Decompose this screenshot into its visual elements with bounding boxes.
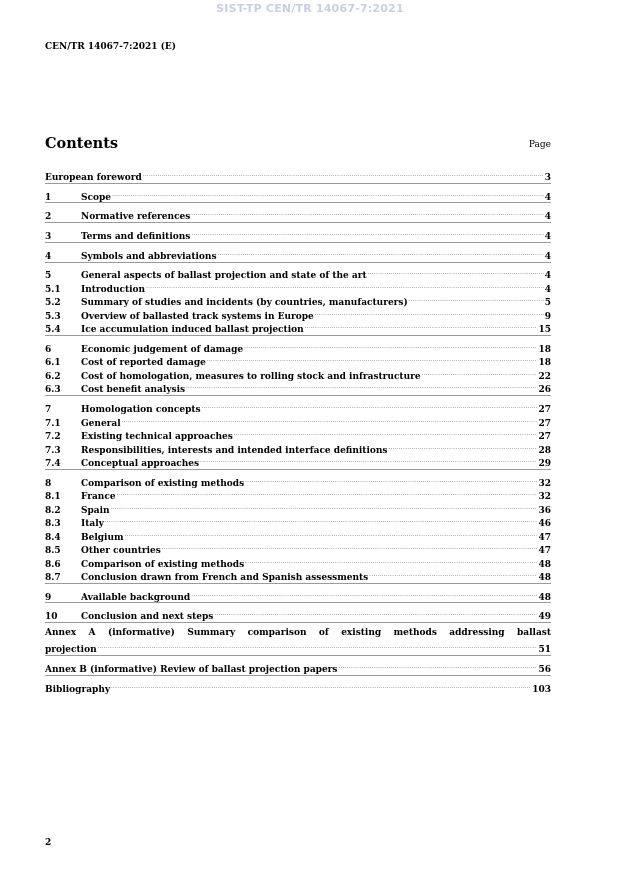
dot-leader (146, 280, 544, 292)
toc-entry[interactable] (45, 487, 551, 502)
dot-leader (389, 441, 538, 453)
toc-entry[interactable] (45, 514, 551, 529)
toc-entry-number: 8.2 (45, 506, 61, 516)
dot-leader (245, 474, 537, 486)
toc-entry-number: 5.4 (45, 325, 61, 335)
dot-leader (200, 454, 537, 466)
toc-entry-page: 47 (538, 546, 551, 556)
document-id: CEN/TR 14067-7:2021 (E) (45, 42, 177, 52)
toc-entry-page: 15 (538, 325, 551, 335)
toc-entry-number: 4 (45, 252, 52, 262)
toc-entry-label: Cost of reported damage (81, 358, 206, 368)
toc-entry-number: 9 (45, 593, 52, 603)
divider (45, 583, 551, 584)
toc-entry-page: 48 (538, 593, 551, 603)
toc-entry-label: Terms and definitions (81, 232, 191, 242)
toc-entry-label: Comparison of existing methods (81, 479, 245, 489)
toc-entry[interactable] (45, 367, 551, 382)
dot-leader (112, 188, 544, 200)
toc-entry-label: Cost of homologation, measures to rolling stock and infrastructure (81, 372, 421, 382)
dot-leader (143, 168, 544, 180)
toc-entry-number: 6.1 (45, 358, 61, 368)
toc-entry-label: Annex B (informative) Review of ballast projection papers (45, 665, 338, 675)
toc-entry[interactable] (45, 454, 551, 469)
toc-entry-number: 6 (45, 345, 52, 355)
divider (45, 469, 551, 470)
toc-entry-page: 9 (544, 312, 551, 322)
toc-entry-label: General aspects of ballast projection and state of the art (81, 271, 367, 281)
toc-entry-page: 4 (544, 252, 551, 262)
toc-entry[interactable] (45, 427, 551, 442)
dot-leader (111, 680, 531, 692)
toc-entry-page: 18 (538, 358, 551, 368)
divider (45, 622, 551, 623)
toc-entry-number: 5.1 (45, 285, 61, 295)
divider (45, 675, 551, 676)
divider (45, 222, 551, 223)
dot-leader (244, 340, 537, 352)
page-column-label: Page (528, 140, 551, 150)
toc-entry-label: Italy (81, 519, 104, 529)
toc-entry[interactable] (45, 441, 551, 456)
toc-entry-label: Economic judgement of damage (81, 345, 244, 355)
toc-entry-page: 4 (544, 193, 551, 203)
toc-entry-label: Other countries (81, 546, 161, 556)
toc-entry[interactable] (45, 528, 551, 543)
dot-leader (368, 266, 544, 278)
divider (45, 655, 551, 656)
toc-entry-page: 27 (538, 405, 551, 415)
toc-entry-page: 27 (538, 419, 551, 429)
toc-entry-page: 18 (538, 345, 551, 355)
toc-entry-number: 5.2 (45, 298, 61, 308)
toc-entry-label: Homologation concepts (81, 405, 201, 415)
toc-entry-number: 8.4 (45, 533, 61, 543)
dot-leader (191, 227, 543, 239)
divider (45, 395, 551, 396)
toc-entry-label: Belgium (81, 533, 124, 543)
dot-leader (338, 660, 537, 672)
dot-leader (162, 541, 538, 553)
toc-entry-page: 56 (538, 665, 551, 675)
dot-leader (186, 380, 537, 392)
divider (45, 242, 551, 243)
dot-leader (422, 367, 538, 379)
toc-entry[interactable] (45, 607, 551, 622)
toc-entry-label: Normative references (81, 212, 191, 222)
toc-entry[interactable] (45, 588, 551, 603)
toc-entry-number: 5.3 (45, 312, 61, 322)
toc-entry-label: European foreword (45, 173, 142, 183)
toc-entry-label: France (81, 492, 116, 502)
toc-entry-label: Comparison of existing methods (81, 560, 245, 570)
dot-leader (218, 247, 544, 259)
toc-entry[interactable] (45, 474, 551, 489)
toc-entry-label: Conceptual approaches (81, 459, 200, 469)
toc-entry[interactable] (45, 207, 551, 222)
toc-entry[interactable] (45, 188, 551, 203)
toc-entry-page: 22 (538, 372, 551, 382)
toc-entry-label: Overview of ballasted track systems in Europe (81, 312, 314, 322)
toc-entry-page: 5 (544, 298, 551, 308)
toc-entry-number: 2 (45, 212, 52, 222)
dot-leader (214, 607, 537, 619)
divider (45, 202, 551, 203)
toc-entry-label: Bibliography (45, 685, 111, 695)
toc-entry-label: Scope (81, 193, 112, 203)
toc-entry-page: 32 (538, 492, 551, 502)
toc-entry-number: 8.1 (45, 492, 61, 502)
toc-entry[interactable] (45, 280, 551, 295)
toc-entry-number: 7 (45, 405, 52, 415)
toc-entry-page: 4 (544, 212, 551, 222)
divider (45, 335, 551, 336)
toc-entry-number: 3 (45, 232, 52, 242)
toc-entry-page: 48 (538, 560, 551, 570)
toc-entry-number: 7.2 (45, 432, 61, 442)
dot-leader (125, 528, 538, 540)
toc-entry-page: 4 (544, 285, 551, 295)
dot-leader (122, 414, 538, 426)
toc-entry-page: 28 (538, 446, 551, 456)
toc-entry[interactable] (45, 414, 551, 429)
dot-leader (105, 514, 538, 526)
toc-entry-number: 8.7 (45, 573, 61, 583)
toc-entry-label: General (81, 419, 121, 429)
toc-entry-label: Available background (81, 593, 191, 603)
toc-entry-page: 49 (538, 612, 551, 622)
dot-leader (98, 640, 538, 652)
toc-entry-label: Introduction (81, 285, 146, 295)
toc-entry-page: 26 (538, 385, 551, 395)
toc-entry-number: 8.5 (45, 546, 61, 556)
toc-entry-number: 6.3 (45, 385, 61, 395)
toc-entry-page: 4 (544, 271, 551, 281)
toc-entry-number: 7.4 (45, 459, 61, 469)
toc-entry-page: 32 (538, 479, 551, 489)
toc-entry-page: 103 (532, 685, 551, 695)
toc-entry-page: 51 (538, 645, 551, 655)
toc-entry[interactable] (45, 307, 551, 322)
toc-entry-label: Conclusion drawn from French and Spanish assessments (81, 573, 369, 583)
dot-leader (117, 487, 538, 499)
toc-entry-number: 8.3 (45, 519, 61, 529)
toc-entry-number: 8 (45, 479, 52, 489)
toc-entry[interactable] (45, 660, 551, 675)
toc-entry[interactable] (45, 501, 551, 516)
toc-entry-page: 46 (538, 519, 551, 529)
watermark: SIST-TP CEN/TR 14067-7:2021 (216, 2, 404, 15)
toc-entry-page: 47 (538, 533, 551, 543)
toc-entry-label: Cost benefit analysis (81, 385, 186, 395)
annex-a-title-line[interactable]: Annex A (informative) Summary comparison of existing methods addressing ballast (45, 628, 551, 638)
dot-leader (207, 353, 538, 365)
toc-entry-label: Ice accumulation induced ballast projection (81, 325, 304, 335)
toc-entry[interactable] (45, 266, 551, 281)
toc-entry-page: 27 (538, 432, 551, 442)
toc-entry-number: 5 (45, 271, 52, 281)
dot-leader (191, 588, 537, 600)
toc-entry[interactable] (45, 541, 551, 556)
dot-leader (245, 555, 537, 567)
toc-entry-page: 4 (544, 232, 551, 242)
toc-entry-number: 6.2 (45, 372, 61, 382)
toc-entry-number: 7.1 (45, 419, 61, 429)
toc-entry[interactable] (45, 353, 551, 368)
toc-entry-number: 7.3 (45, 446, 61, 456)
toc-entry-label: Conclusion and next steps (81, 612, 214, 622)
divider (45, 183, 551, 184)
dot-leader (202, 400, 538, 412)
toc-entry-number: 1 (45, 193, 52, 203)
toc-entry-page: 36 (538, 506, 551, 516)
divider (45, 262, 551, 263)
toc-entry-label: Existing technical approaches (81, 432, 233, 442)
toc-entry[interactable] (45, 555, 551, 570)
divider (45, 602, 551, 603)
toc-entry-page: 48 (538, 573, 551, 583)
toc-entry[interactable] (45, 380, 551, 395)
toc-entry-label: Symbols and abbreviations (81, 252, 217, 262)
toc-entry[interactable] (45, 680, 551, 695)
toc-entry[interactable] (45, 340, 551, 355)
toc-entry-label: Responsibilities, interests and intended interface definitions (81, 446, 388, 456)
toc-entry-label: Summary of studies and incidents (by countries, manufacturers) (81, 298, 408, 308)
toc-entry-page: 3 (544, 173, 551, 183)
toc-entry-number: 10 (45, 612, 58, 622)
dot-leader (409, 293, 544, 305)
dot-leader (111, 501, 538, 513)
toc-entry[interactable] (45, 400, 551, 415)
toc-entry[interactable] (45, 320, 551, 335)
dot-leader (315, 307, 544, 319)
dot-leader (191, 207, 543, 219)
toc-entry[interactable] (45, 227, 551, 242)
page-number: 2 (45, 838, 52, 848)
toc-entry[interactable] (45, 168, 551, 183)
toc-entry-page: 29 (538, 459, 551, 469)
toc-entry[interactable] (45, 640, 551, 655)
dot-leader (369, 568, 537, 580)
toc-entry-label: Spain (81, 506, 110, 516)
contents-title: Contents (45, 135, 119, 152)
toc-entry-label: projection (45, 645, 97, 655)
dot-leader (305, 320, 538, 332)
dot-leader (234, 427, 538, 439)
toc-entry-number: 8.6 (45, 560, 61, 570)
toc-entry[interactable] (45, 568, 551, 583)
toc-entry[interactable] (45, 293, 551, 308)
toc-entry[interactable] (45, 247, 551, 262)
